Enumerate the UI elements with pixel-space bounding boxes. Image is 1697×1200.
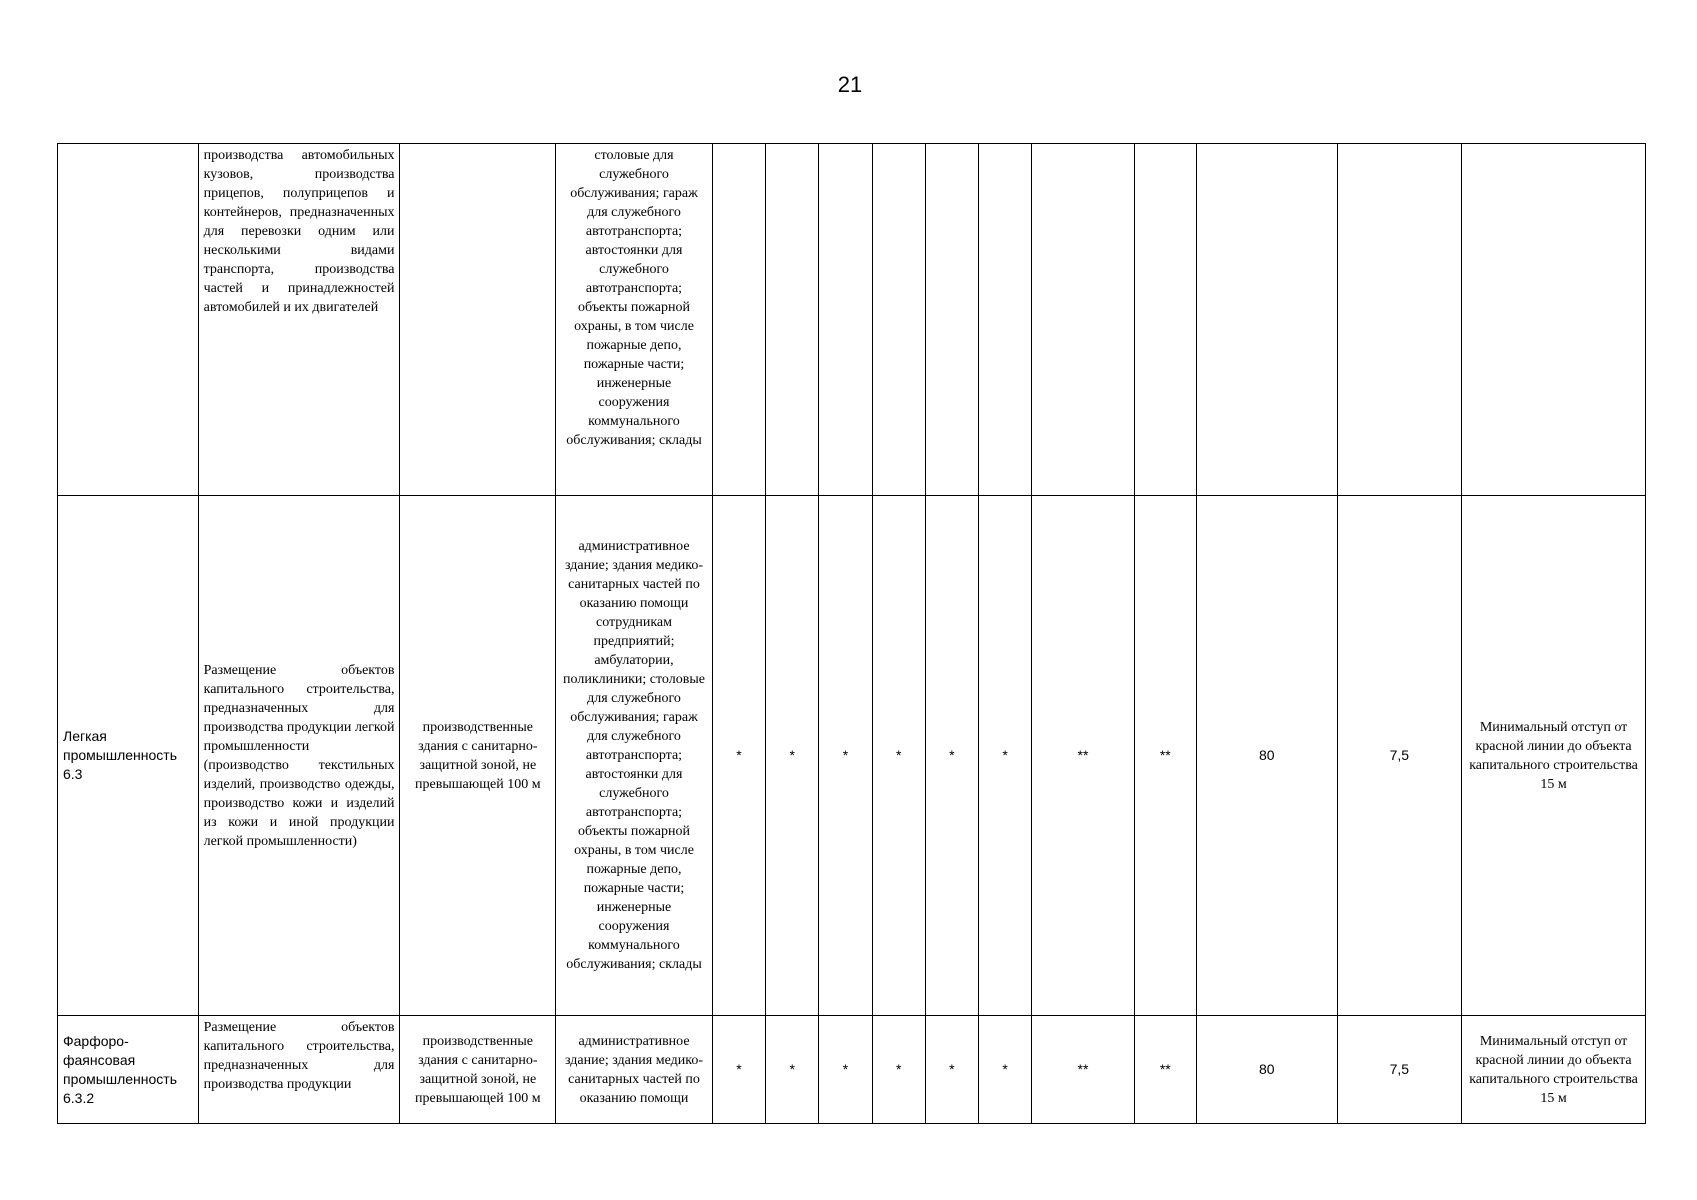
parameter-cell: * [872,1016,925,1124]
note-cell: Минимальный отступ от красной линии до объекта капитального строительства 15 м [1462,1016,1646,1124]
parameter-cell: 7,5 [1337,496,1462,1016]
parameter-cell [1196,144,1337,496]
use-type-name: Фарфоро-фаянсовая промышленность 6.3.2 [58,1016,199,1124]
parameter-cell: * [925,1016,978,1124]
parameter-cell [1032,144,1134,496]
parameter-cell: 80 [1196,496,1337,1016]
parameter-cell: * [712,1016,765,1124]
page-number: 21 [837,72,863,97]
auxiliary-use-buildings: столовые для служебного обслуживания; гараж для служебного автотранспорта; автостоянки для служебного автотранспорта; объекты пожарной охраны, в том числе пожарные депо, пожарные части; инженерные сооружения коммунального обслуживания; склады [556,144,713,496]
parameter-cell [819,144,872,496]
parameter-cell: ** [1134,1016,1196,1124]
main-use-buildings: производственные здания с санитарно-защитной зоной, не превышающей 100 м [400,496,556,1016]
parameter-cell [979,144,1032,496]
main-use-buildings: производственные здания с санитарно-защитной зоной, не превышающей 100 м [400,1016,556,1124]
table-row [58,496,1646,1016]
parameter-cell: 7,5 [1337,1016,1462,1124]
use-type-name [58,144,199,496]
parameter-cell: * [766,496,819,1016]
parameter-cell: * [979,1016,1032,1124]
parameter-cell: ** [1032,496,1134,1016]
parameter-cell: 80 [1196,1016,1337,1124]
parameter-cell [712,144,765,496]
main-use-buildings [400,144,556,496]
note-cell [1462,144,1646,496]
parameter-cell [925,144,978,496]
auxiliary-use-buildings: административное здание; здания медико-санитарных частей по оказанию помощи [556,1016,713,1124]
parameter-cell: ** [1032,1016,1134,1124]
parameter-cell: * [712,496,765,1016]
auxiliary-use-buildings: административное здание; здания медико-санитарных частей по оказанию помощи сотрудникам предприятий; амбулатории, поликлиники; столовые для служебного обслуживания; гараж для служебного автотранспорта; автостоянки для служебного автотранспорта; объекты пожарной охраны, в том числе пожарные депо, пожарные части; инженерные сооружения коммунального обслуживания; склады [556,496,713,1016]
zoning-regulations-table [57,143,1646,1124]
use-type-description: производства автомобильных кузовов, производства прицепов, полуприцепов и контейнеров, предназначенных для перевозки одним или несколькими видами транспорта, производства частей и принадлежностей автомобилей и их двигателей [198,144,400,496]
use-type-description: Размещение объектов капитального строительства, предназначенных для производства продукции легкой промышленности (производство текстильных изделий, производство одежды, производство кожи и изделий из кожи и иной продукции легкой промышленности) [198,496,400,1016]
parameter-cell [766,144,819,496]
parameter-cell: * [819,1016,872,1124]
parameter-cell: ** [1134,496,1196,1016]
parameter-cell: * [979,496,1032,1016]
parameter-cell [872,144,925,496]
table-row [58,144,1646,496]
parameter-cell [1337,144,1462,496]
parameter-cell: * [819,496,872,1016]
table-row [58,1016,1646,1124]
parameter-cell: * [925,496,978,1016]
parameter-cell: * [766,1016,819,1124]
use-type-name: Легкая промышленность 6.3 [58,496,199,1016]
note-cell: Минимальный отступ от красной линии до объекта капитального строительства 15 м [1462,496,1646,1016]
parameter-cell [1134,144,1196,496]
parameter-cell: * [872,496,925,1016]
use-type-description: Размещение объектов капитального строительства, предназначенных для производства продукции [198,1016,400,1124]
